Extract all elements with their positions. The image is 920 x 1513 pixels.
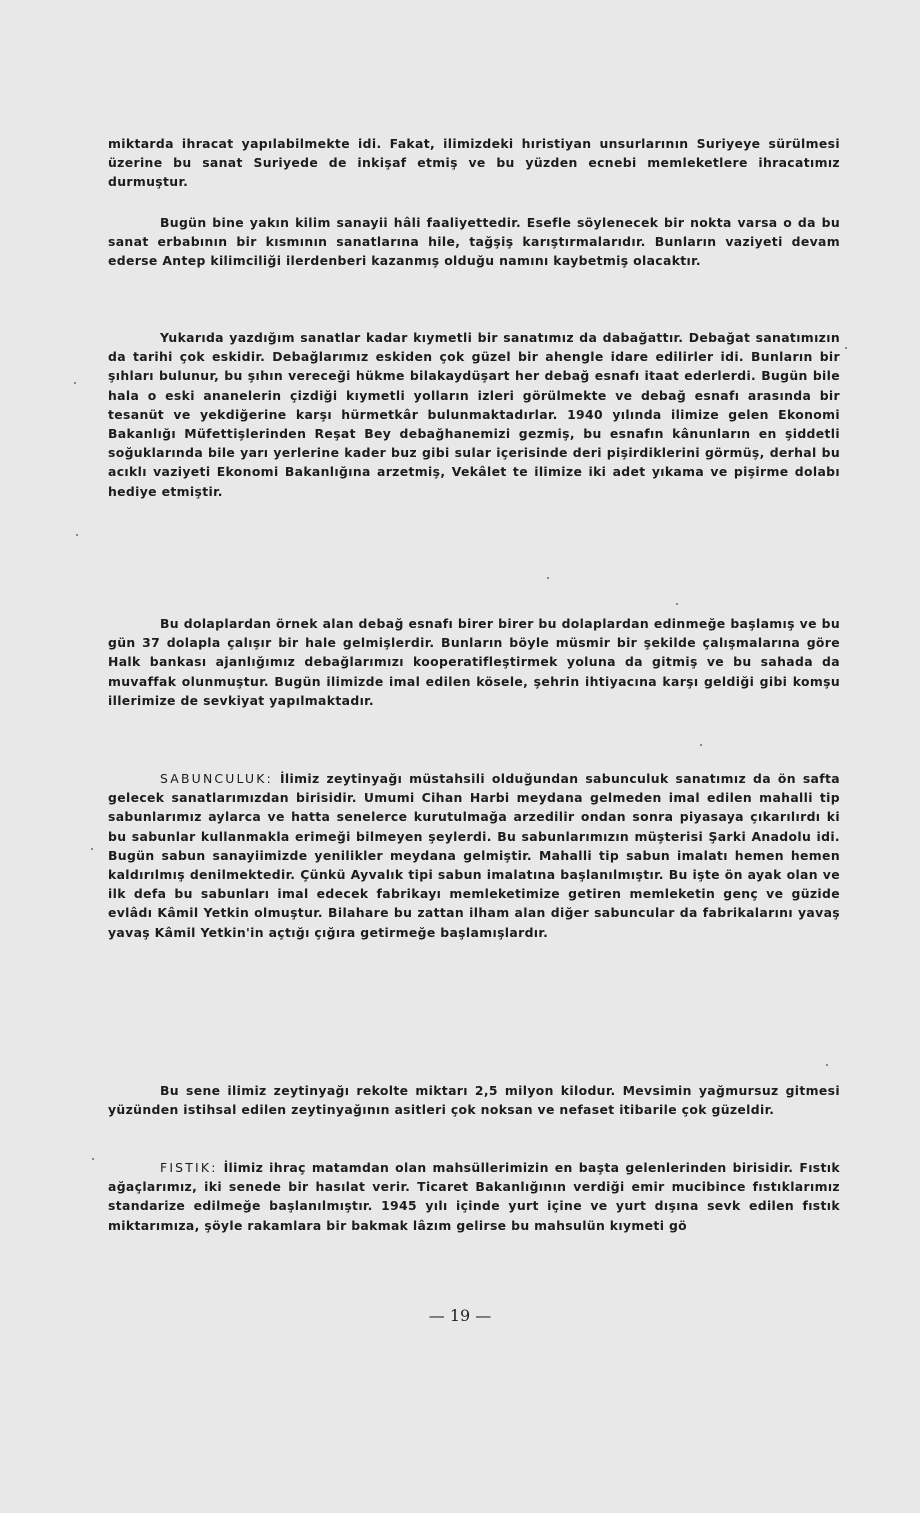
section-heading-fistik: FISTIK: [160,1160,218,1175]
paragraph-text [108,1158,840,1235]
paragraph-kilim [108,213,840,271]
paragraph-text: Yukarıda yazdığım sanatlar kadar kıymetli bir sanatımız da dabağattır. Debağat sanatımızın da tarihi çok eskidir. Debağlarımız eskiden çok güzel bir ahengle idare edilirler idi. Bunların bir şıhları bulunur, bu şıhın vereceği hükme bilakaydüşart her debağ esnafı itaat ederlerdi. Bugün bile hala o eski ananelerin çizdiği kıymetli yolların izleri görülmekte ve debağ esnafı arasında bir tesanüt ve yekdiğerine karşı hürmetkâr bulunmaktadırlar. 1940 yılında ilimize gelen Ekonomi Bakanlığı Müfettişlerinden Reşat Bey debağhanemizi gezmiş, bu esnafın kânunların en şiddetli soğuklarında bile yarı yerlerine kader buz gibi sular içerisinde deri pişirdiklerini görmüş, derhal bu acıklı vaziyeti Ekonomi Bakanlığına arzetmiş, Vekâlet te ilimize iki adet yıkama ve pişirme dolabı hediye etmiştir. [108,330,840,499]
paragraph-fistik [108,1158,840,1235]
paragraph-text: miktarda ihracat yapılabilmekte idi. Fakat, ilimizdeki hıristiyan unsurlarının Suriyeye sürülmesi üzerine bu sanat Suriyede de inkişaf etmiş ve bu yüzden ecnebi memleketlere ihracatımız durmuştur. [108,136,840,190]
paragraph-text: Bu sene ilimiz zeytinyağı rekolte miktarı 2,5 milyon kilodur. Mevsimin yağmursuz gitmesi yüzünden istihsal edilen zeytinyağının asitleri çok noksan ve nefaset itibarile çok güzeldir. [108,1083,840,1118]
paragraph-dolaplar [108,614,840,710]
paragraph-zeytinyagi [108,1081,840,1119]
paragraph-text [108,769,840,942]
paragraph-body: İlimiz zeytinyağı müstahsili olduğundan sabunculuk sanatımız da ön safta gelecek sanatlarımızdan birisidir. Umumi Cihan Harbi meydana gelmeden imal edilen mahalli tip sabunlarımız aylarca ve hatta senelerce kurutulmağa arzedilir ondan sonra piyasaya çıkarılırdı ki bu sabunlar kullanmakla erimeği bilmeyen şeylerdi. Bu sabunlarımızın müşterisi Şarki Anadolu idi. Bugün sabun sanayiimizde yenilikler meydana gelmiştir. Mahalli tip sabun imalatı hemen hemen kaldırılmış denilmektedir. Çünkü Ayvalık tipi sabun imalatına başlanılmıştır. Bu işte ön ayak olan ve ilk defa bu sabunları imal edecek fabrikayı memleketimize getiren memleketin genç ve güzide evlâdı Kâmil Yetkin olmuştur. Bilahare bu zattan ilham alan diğer sabuncular da fabrikalarını yavaş yavaş Kâmil Yetkin'in açtığı çığıra getirmeğe başlamışlardır. [108,771,840,940]
page-number: — 19 — [428,1306,492,1325]
section-heading-sabunculuk: SABUNCULUK: [160,771,273,786]
paragraph-text: Bugün bine yakın kilim sanayii hâli faaliyettedir. Esefle söylenecek bir nokta varsa o da bu sanat erbabının bir kısmının sanatlarına hile, tağşiş karıştırmalarıdır. Bunların vaziyeti devam ederse Antep kilimciliği ilerdenberi kazanmış olduğu namını kaybetmiş olacaktır. [108,215,840,269]
paragraph-debagat [108,328,840,501]
paragraph-sabunculuk [108,769,840,942]
paragraph-ihracat [108,134,840,192]
paragraph-body: İlimiz ihraç matamdan olan mahsüllerimizin en başta gelenlerinden birisidir. Fıstık ağaçlarımız, iki senede bir hasılat verir. Ticaret Bakanlığının verdiği emir mucibince fıstıklarımız standarize edilmeğe başlanılmıştır. 1945 yılı içinde yurt içine ve yurt dışına sevk edilen fıstık miktarımıza, şöyle rakamlara bir bakmak lâzım gelirse bu mahsulün kıymeti gö [108,1160,840,1233]
paragraph-text: Bu dolaplardan örnek alan debağ esnafı birer birer bu dolaplardan edinmeğe başlamış ve bu gün 37 dolapla çalışır bir hale gelmişlerdir. Bunların böyle müsmir bir şekilde çalışmalarına göre Halk bankası ajanlığımız debağlarımızı kooperatifleştirmek yoluna da gitmiş ve bu sahada da muvaffak olunmuştur. Bugün ilimizde imal edilen kösele, şehrin ihtiyacına karşı geldiği gibi komşu illerimize de sevkiyat yapılmaktadır. [108,616,840,708]
